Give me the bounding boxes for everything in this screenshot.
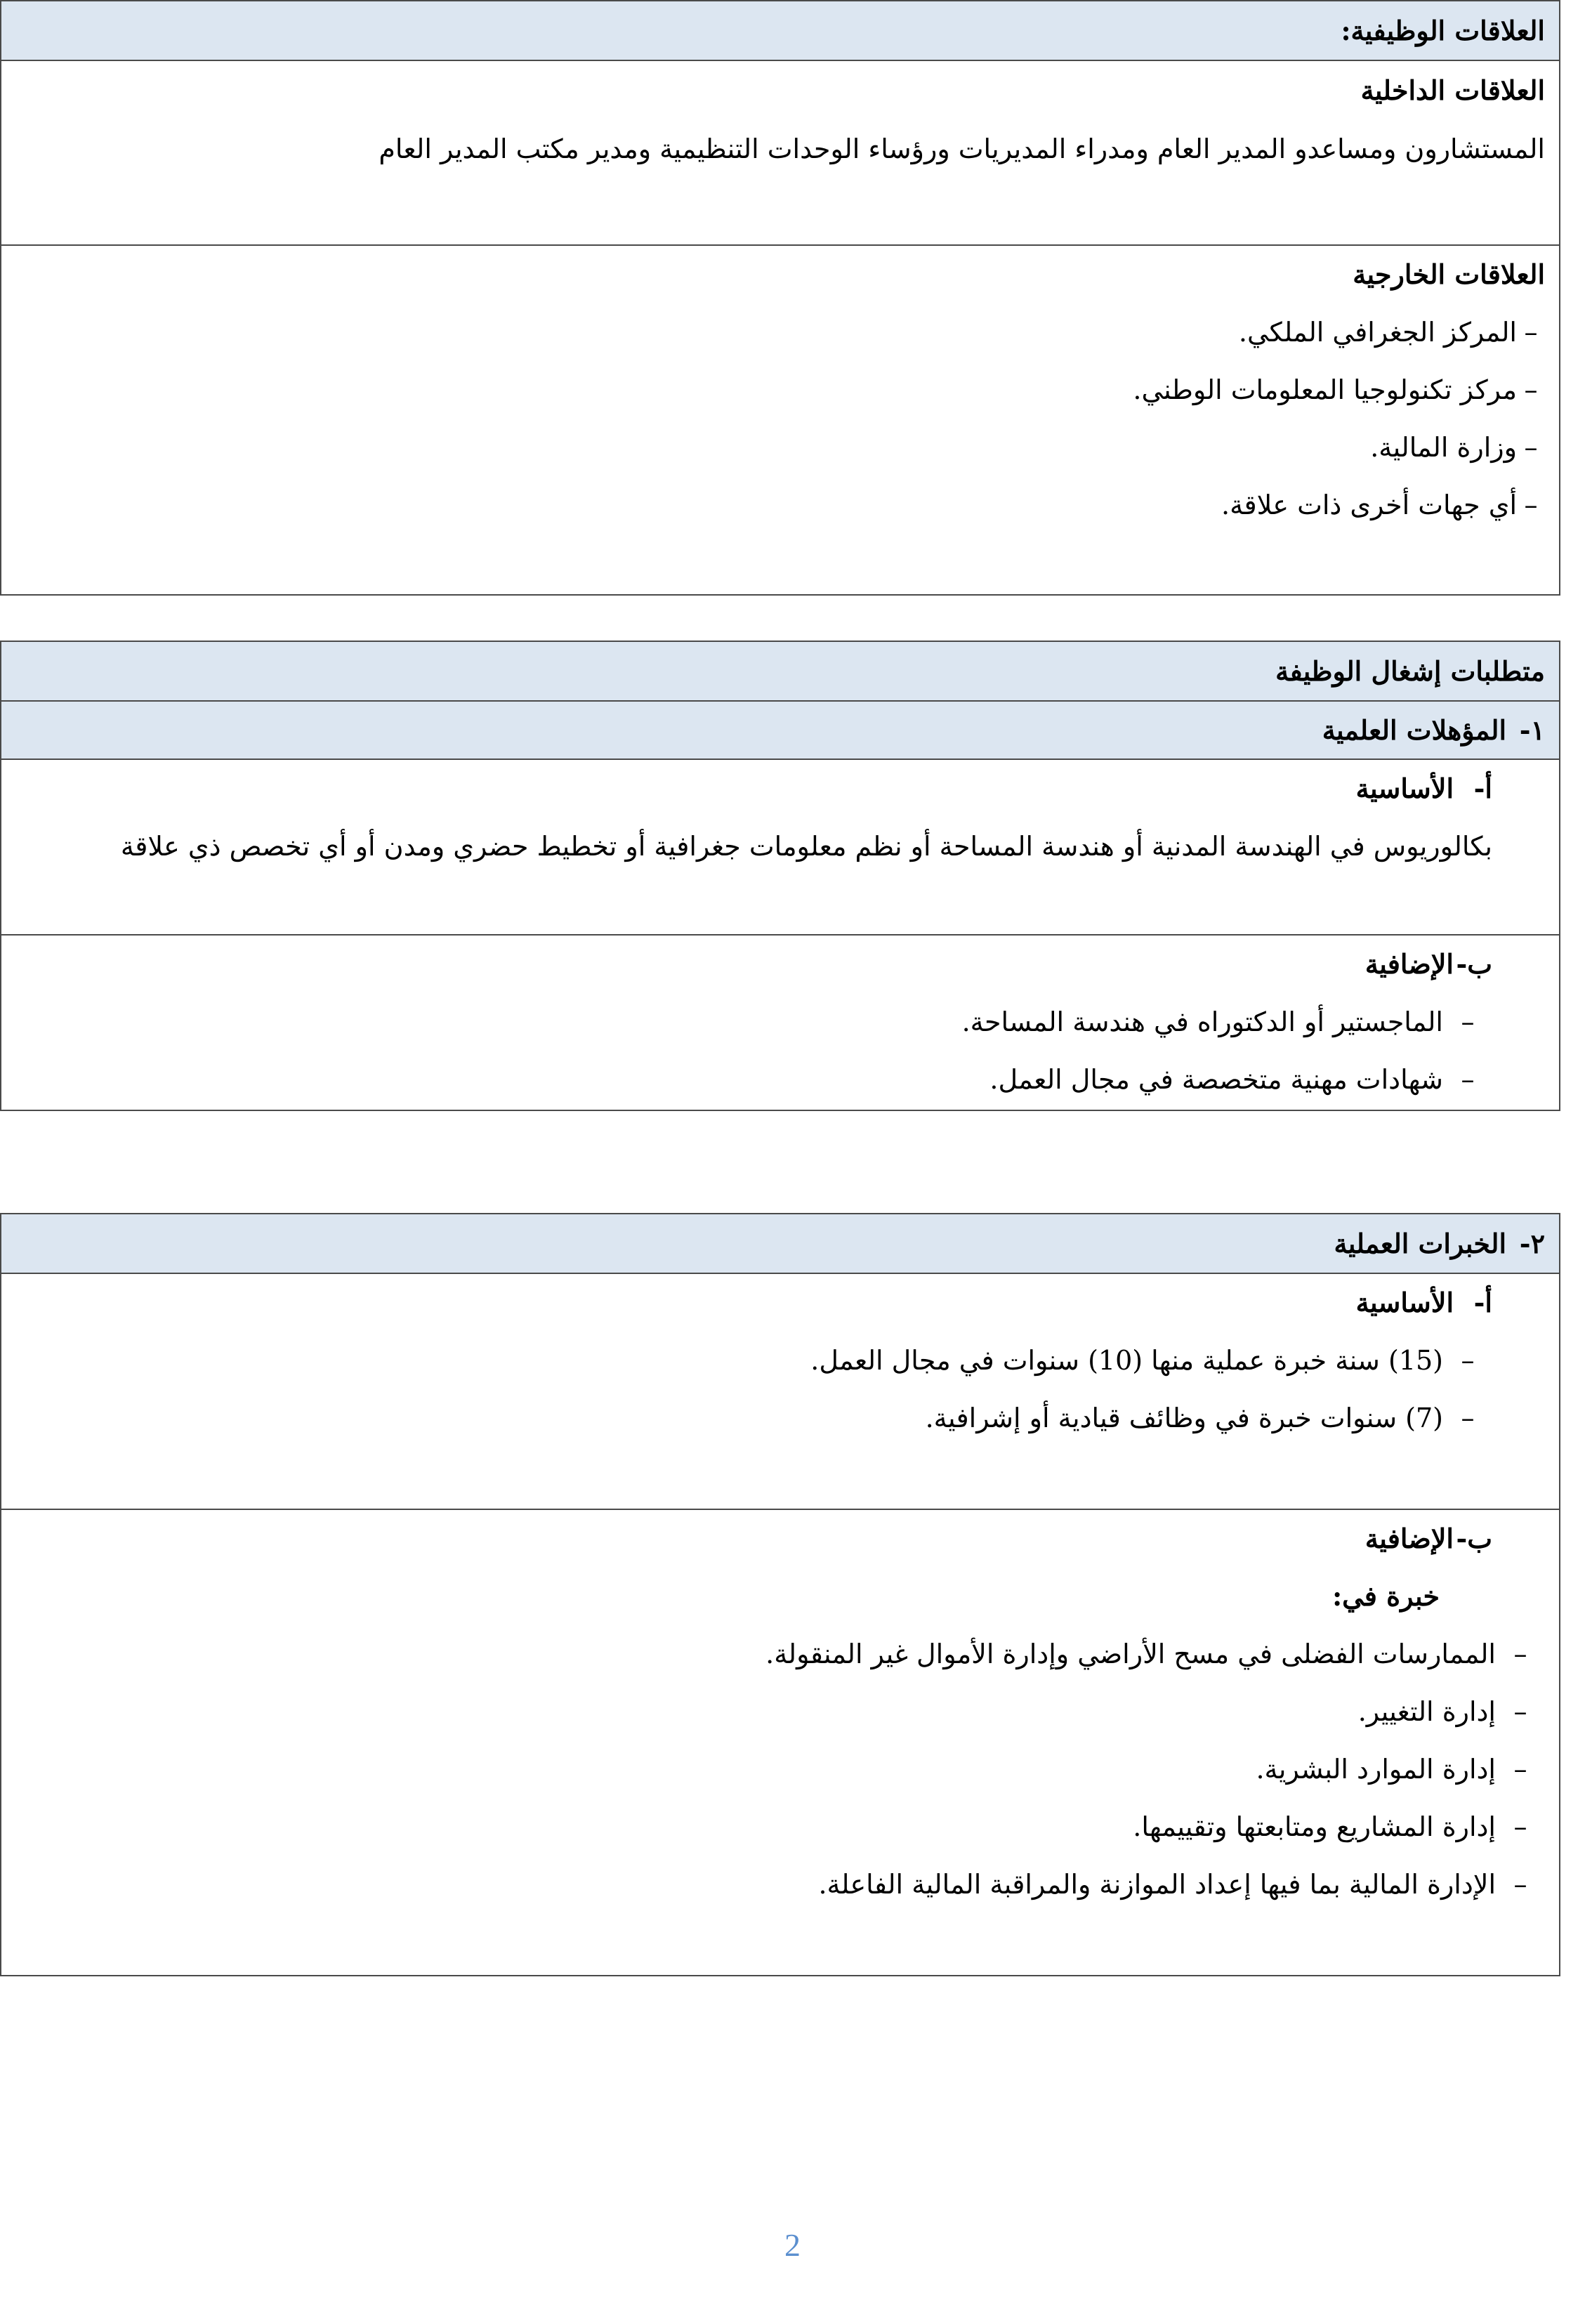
requirements-table (0, 641, 1560, 1111)
extra-experience-title: ب-الإضافية (1364, 1523, 1492, 1554)
page-number: 2 (784, 2227, 801, 2263)
basic-qualifications-text: بكالوريوس في الهندسة المدنية أو هندسة المساحة أو نظم معلومات جغرافية أو تخطيط حضري ومدن أو أي تخصص ذي علاقة (120, 831, 1492, 862)
relations-header (1, 1, 1559, 60)
basic-qualifications-cell (1, 759, 1559, 934)
relations-table (0, 0, 1560, 596)
extra-qualifications-cell (1, 934, 1559, 1110)
basic-qualifications-title: أ-الأساسية (1355, 773, 1492, 804)
basic-experience-cell (1, 1273, 1559, 1509)
basic-experience-item: – (7) سنوات خبرة في وظائف قيادية أو إشرافية. (925, 1403, 1475, 1433)
external-relations-cell (1, 244, 1559, 594)
external-item: –المركز الجغرافي الملكي. (1238, 317, 1538, 348)
extra-experience-item: – الممارسات الفضلى في مسح الأراضي وإدارة الأموال غير المنقولة. (765, 1639, 1527, 1669)
relations-header-text: العلاقات الوظيفية: (1341, 15, 1545, 46)
basic-experience-title: أ-الأساسية (1355, 1287, 1492, 1318)
internal-relations-title: العلاقات الداخلية (1360, 74, 1545, 106)
basic-experience-item: – (15) سنة خبرة عملية منها (10) سنوات في مجال العمل. (810, 1345, 1475, 1376)
extra-experience-cell (1, 1509, 1559, 1975)
external-relations-title: العلاقات الخارجية (1353, 258, 1545, 290)
extra-experience-sub: خبرة في: (1332, 1580, 1440, 1612)
external-item: –وزارة المالية. (1370, 432, 1538, 463)
internal-relations-cell (1, 60, 1559, 244)
requirements-header: متطلبات إشغال الوظيفة (1, 642, 1559, 700)
extra-qualification-item: – شهادات مهنية متخصصة في مجال العمل. (989, 1064, 1475, 1095)
extra-qualifications-title: ب-الإضافية (1364, 948, 1492, 980)
extra-experience-item: – الإدارة المالية بما فيها إعداد الموازنة والمراقبة المالية الفاعلة. (818, 1869, 1527, 1900)
extra-experience-item: – إدارة الموارد البشرية. (1256, 1754, 1527, 1785)
internal-relations-text: المستشارون ومساعدو المدير العام ومدراء المديريات ورؤساء الوحدات التنظيمية ومدير مكتب المدير العام (379, 133, 1545, 164)
experience-table (0, 1213, 1560, 1976)
extra-qualification-item: – الماجستير أو الدكتوراه في هندسة المساحة. (961, 1006, 1475, 1037)
extra-experience-item: – إدارة التغيير. (1357, 1696, 1527, 1727)
experience-header: ٢- الخبرات العملية (1, 1214, 1559, 1273)
extra-experience-item: – إدارة المشاريع ومتابعتها وتقييمها. (1133, 1811, 1527, 1842)
qualifications-header: ١- المؤهلات العلمية (1, 700, 1559, 759)
external-item: –مركز تكنولوجيا المعلومات الوطني. (1133, 374, 1538, 405)
external-item: –أي جهات أخرى ذات علاقة. (1221, 490, 1538, 520)
